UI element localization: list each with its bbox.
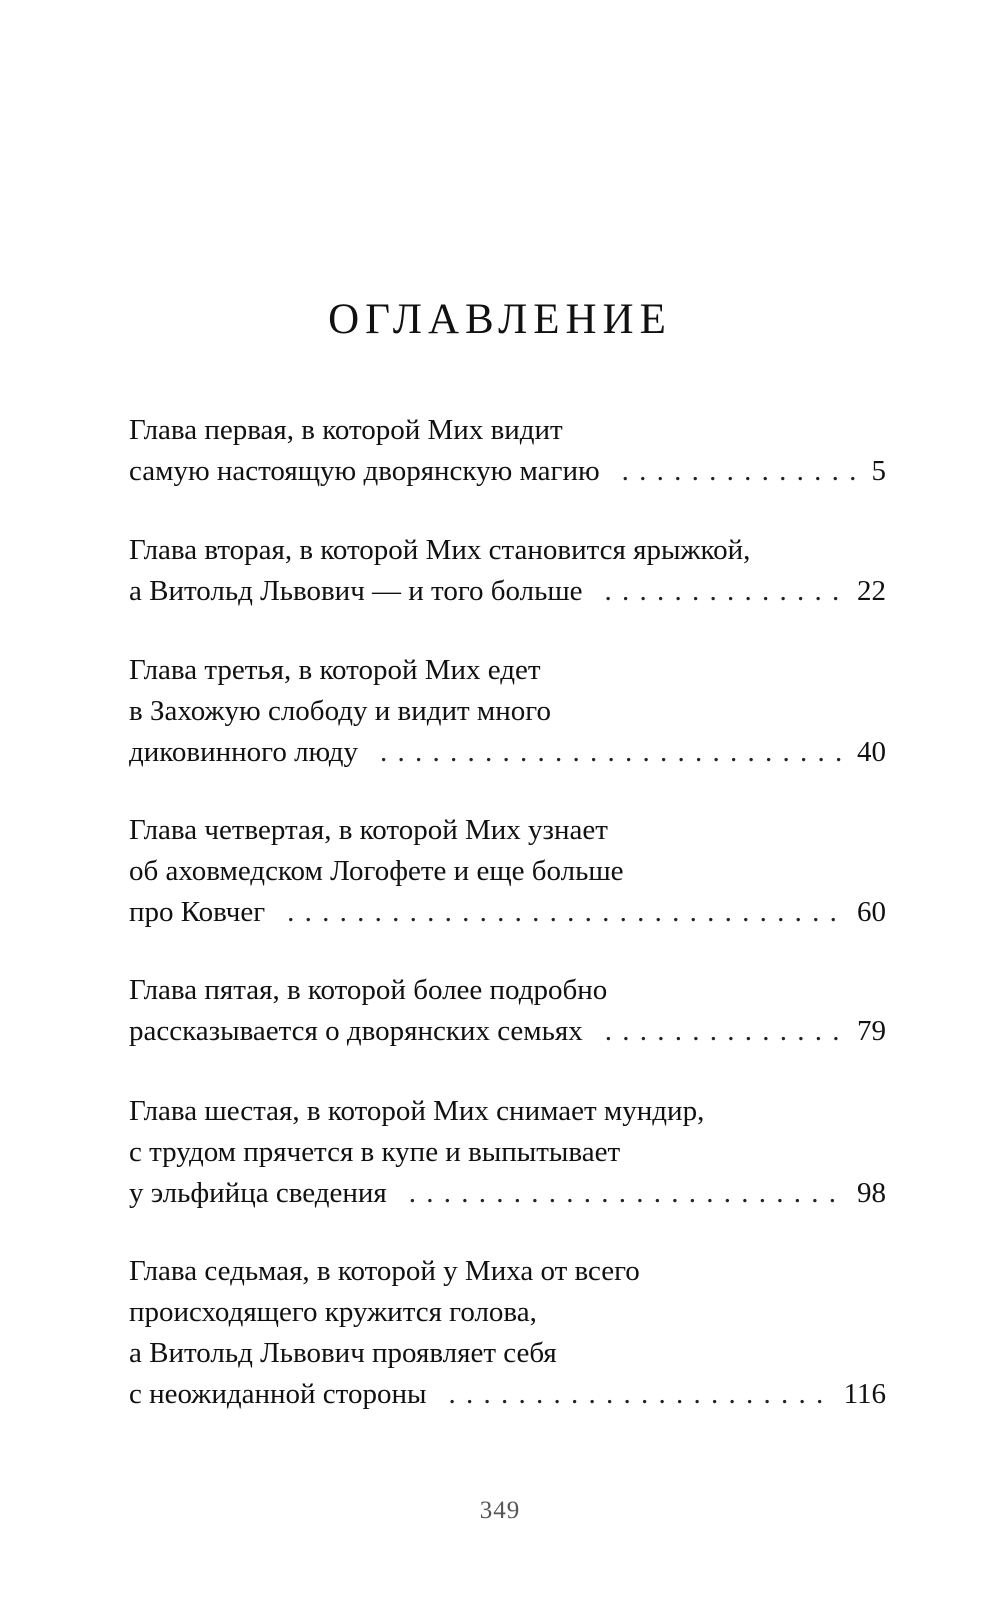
entry-last-line	[129, 1374, 886, 1415]
entry-last-line	[129, 732, 886, 773]
entry-title-line: об аховмедском Логофете и еще больше	[129, 855, 624, 887]
page-number: 5	[871, 455, 886, 487]
page-title: ОГЛАВЛЕНИЕ	[328, 296, 672, 343]
dot-leader	[622, 451, 858, 492]
entry-title-line: Глава первая, в которой Мих видит	[129, 414, 563, 446]
entry-last-line	[129, 451, 886, 492]
toc-entry-4	[129, 810, 886, 933]
entry-title-line: происходящего кружится голова,	[129, 1296, 537, 1328]
folio-page-number: 349	[479, 1497, 521, 1524]
entry-last-line	[129, 892, 886, 933]
entry-title-line: Глава пятая, в которой более подробно	[129, 974, 608, 1006]
entry-title-line: а Витольд Львович проявляет себя	[129, 1337, 557, 1369]
page-number: 60	[857, 896, 886, 928]
entry-title-line: самую настоящую дворянскую магию	[129, 455, 600, 487]
toc-entry-3	[129, 650, 886, 773]
entry-title-line: с трудом прячется в купе и выпытывает	[129, 1136, 621, 1168]
dot-leader	[409, 1173, 843, 1214]
dot-leader	[605, 1011, 843, 1052]
entry-title-line: у эльфийца сведения	[129, 1177, 387, 1209]
page-number: 98	[857, 1177, 886, 1209]
dot-leader	[605, 571, 843, 612]
toc-entry-5	[129, 970, 886, 1052]
entry-last-line	[129, 1173, 886, 1214]
entry-last-line	[129, 571, 886, 612]
entry-title-line: с неожиданной стороны	[129, 1378, 427, 1410]
entry-title-line: Глава третья, в которой Мих едет	[129, 654, 541, 686]
entry-title-line: про Ковчег	[129, 896, 266, 928]
entry-title-line: а Витольд Львович — и того больше	[129, 575, 583, 607]
dot-leader	[380, 732, 843, 773]
page-number: 79	[857, 1015, 886, 1047]
entry-title-line: диковинного люду	[129, 736, 358, 768]
toc-entry-1	[129, 410, 886, 492]
entry-title-line: Глава вторая, в которой Мих становится ярыжкой,	[129, 534, 751, 566]
dot-leader	[287, 892, 843, 933]
entry-title-line: Глава седьмая, в которой у Миха от всего	[129, 1255, 640, 1287]
page-number: 40	[857, 736, 886, 768]
toc-entry-2	[129, 530, 886, 612]
dot-leader	[448, 1374, 829, 1415]
toc-entry-7	[129, 1251, 886, 1415]
entry-title-line: Глава четвертая, в которой Мих узнает	[129, 814, 608, 846]
entry-title-line: в Захожую слободу и видит много	[129, 695, 551, 727]
page-number: 22	[857, 575, 886, 607]
toc-entry-6	[129, 1091, 886, 1214]
page-number: 116	[843, 1378, 886, 1410]
entry-title-line: рассказывается о дворянских семьях	[129, 1015, 583, 1047]
entry-last-line	[129, 1011, 886, 1052]
entry-title-line: Глава шестая, в которой Мих снимает мундир,	[129, 1095, 705, 1127]
